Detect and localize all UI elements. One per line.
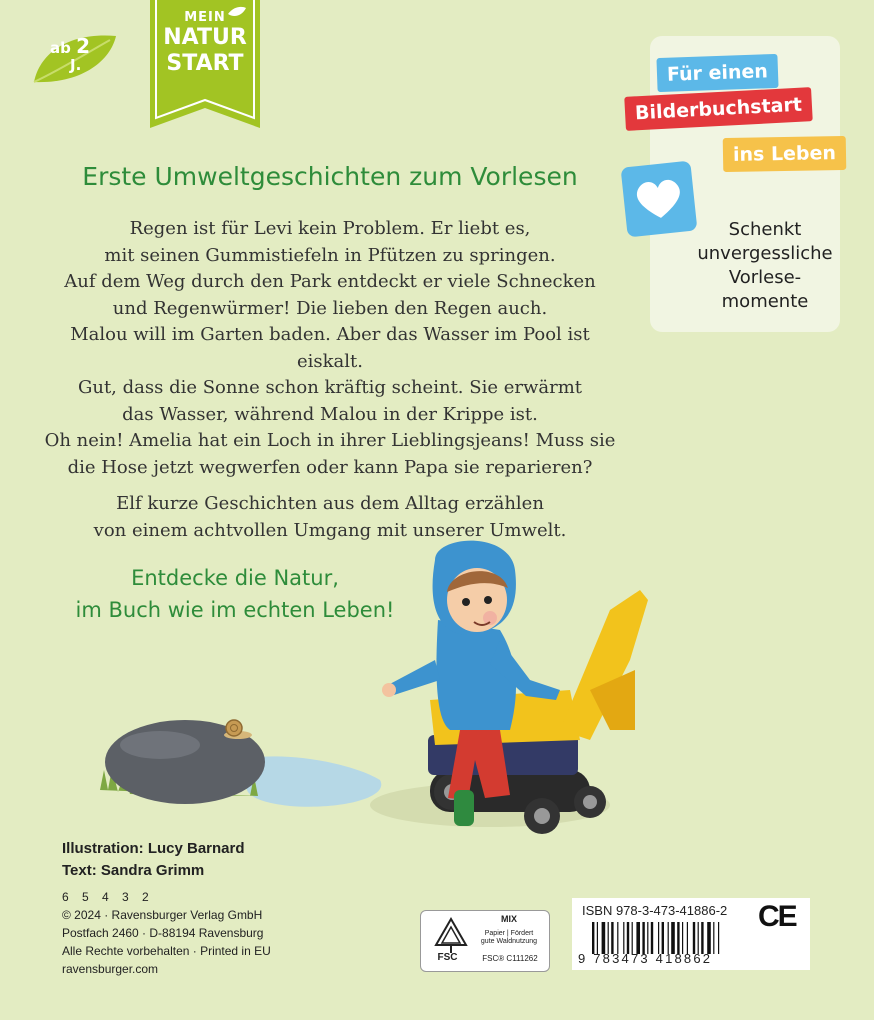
promo-subtext <box>685 218 845 314</box>
website-link[interactable]: ravensburger.com <box>62 962 159 976</box>
blurb-line: Regen ist für Levi kein Problem. Er liebt es, <box>129 218 531 239</box>
barcode-bar <box>693 922 695 954</box>
summary-line: Elf kurze Geschichten aus dem Alltag erzählen <box>116 493 544 514</box>
promo-tag-fuer-einen: Für einen <box>656 54 778 92</box>
promo-sub-line: Vorlese- <box>728 267 802 288</box>
fsc-logo-label: FSC <box>437 952 458 963</box>
tagline <box>70 562 400 626</box>
promo-tag-bilderbuchstart: Bilderbuchstart <box>624 87 812 131</box>
barcode-bar <box>597 922 598 954</box>
fsc-code: FSC® C111262 <box>482 954 538 963</box>
barcode-digits: 9 783473 418862 <box>578 951 713 966</box>
blurb-line: Auf dem Weg durch den Park entdeckt er viele Schnecken <box>64 271 596 292</box>
barcode-bar <box>632 922 633 954</box>
snail <box>224 720 252 739</box>
blurb-line: mit seinen Gummistiefeln in Pfützen zu springen. <box>104 244 556 266</box>
barcode-bar <box>662 922 664 954</box>
barcode-bar <box>658 922 659 954</box>
blurb-line: und Regenwürmer! Die lieben den Regen auch. <box>112 297 548 319</box>
barcode-bar <box>671 922 675 954</box>
page-title: Erste Umweltgeschichten zum Vorlesen <box>82 162 578 191</box>
barcode-bar <box>668 922 669 954</box>
barcode-bar <box>592 922 594 954</box>
blurb-line: Oh nein! Amelia hat ein Loch in ihrer Lieblingsjeans! Muss sie <box>44 430 616 451</box>
barcode-bar <box>642 922 644 954</box>
fsc-desc-line: Papier | Fördert <box>484 930 534 937</box>
promo-sub-line: Schenkt <box>728 219 802 240</box>
barcode-bar <box>636 922 640 954</box>
barcode-bar <box>627 922 629 954</box>
promo-tag-ins-leben: ins Leben <box>723 136 847 172</box>
age-prefix: ab <box>50 39 71 57</box>
barcode-bar <box>701 922 703 954</box>
barcode-bar <box>677 922 679 954</box>
barcode-bar <box>623 922 624 954</box>
barcode-bar <box>608 922 609 954</box>
fsc-desc-line: gute Waldnutzung <box>480 938 538 945</box>
barcode-bar <box>602 922 606 954</box>
barcode-bar <box>687 922 688 954</box>
imprint <box>62 888 271 978</box>
credit-illustration: Illustration: Lucy Barnard <box>62 840 245 857</box>
banner-start: START <box>166 51 244 76</box>
banner-natur: NATUR <box>163 25 247 50</box>
fsc-mix: MIX <box>500 914 517 924</box>
summary-line: von einem achtvollen Umgang mit unserer Umwelt. <box>93 519 567 541</box>
blurb-line: die Hose jetzt wegwerfen oder kann Papa sie reparieren? <box>67 456 593 478</box>
barcode-bar <box>651 922 653 954</box>
address: Postfach 2460 · D-88194 Ravensburg <box>62 926 264 940</box>
copyright: © 2024 · Ravensburger Verlag GmbH <box>62 908 263 922</box>
series-logo-text <box>150 6 260 77</box>
rights: Alle Rechte vorbehalten · Printed in EU <box>62 944 271 958</box>
credit-text: Text: Sandra Grimm <box>62 862 205 879</box>
barcode-bar <box>713 922 714 954</box>
tagline-line: im Buch wie im echten Leben! <box>75 598 395 622</box>
blurb <box>40 216 620 554</box>
promo-sub-line: unvergessliche <box>697 243 833 264</box>
barcode-bar <box>617 922 618 954</box>
banner-mein: MEIN <box>184 10 226 25</box>
age-number: 2 <box>76 34 91 58</box>
barcode-bar <box>698 922 699 954</box>
blurb-line: das Wasser, während Malou in der Krippe ist. <box>122 403 538 425</box>
barcode <box>592 922 742 954</box>
age-unit: J. <box>70 56 82 74</box>
barcode-bar <box>707 922 711 954</box>
tagline-line: Entdecke die Natur, <box>131 566 339 590</box>
barcode-bar <box>718 922 719 954</box>
fsc-description <box>476 930 542 946</box>
barcode-bar <box>611 922 613 954</box>
blurb-line: Gut, dass die Sonne schon kräftig scheint. Sie erwärmt <box>77 377 583 398</box>
age-label <box>50 34 110 74</box>
blurb-line: Malou will im Garten baden. Aber das Wasser im Pool ist eiskalt. <box>70 324 590 372</box>
barcode-bar <box>647 922 648 954</box>
promo-sub-line: momente <box>721 291 809 312</box>
ce-mark: CE <box>758 900 796 933</box>
isbn: ISBN 978-3-473-41886-2 <box>582 903 728 918</box>
fsc-tree-icon <box>426 915 476 957</box>
print-run: 6 5 4 3 2 <box>62 890 154 904</box>
credits <box>62 838 245 882</box>
barcode-bar <box>682 922 683 954</box>
